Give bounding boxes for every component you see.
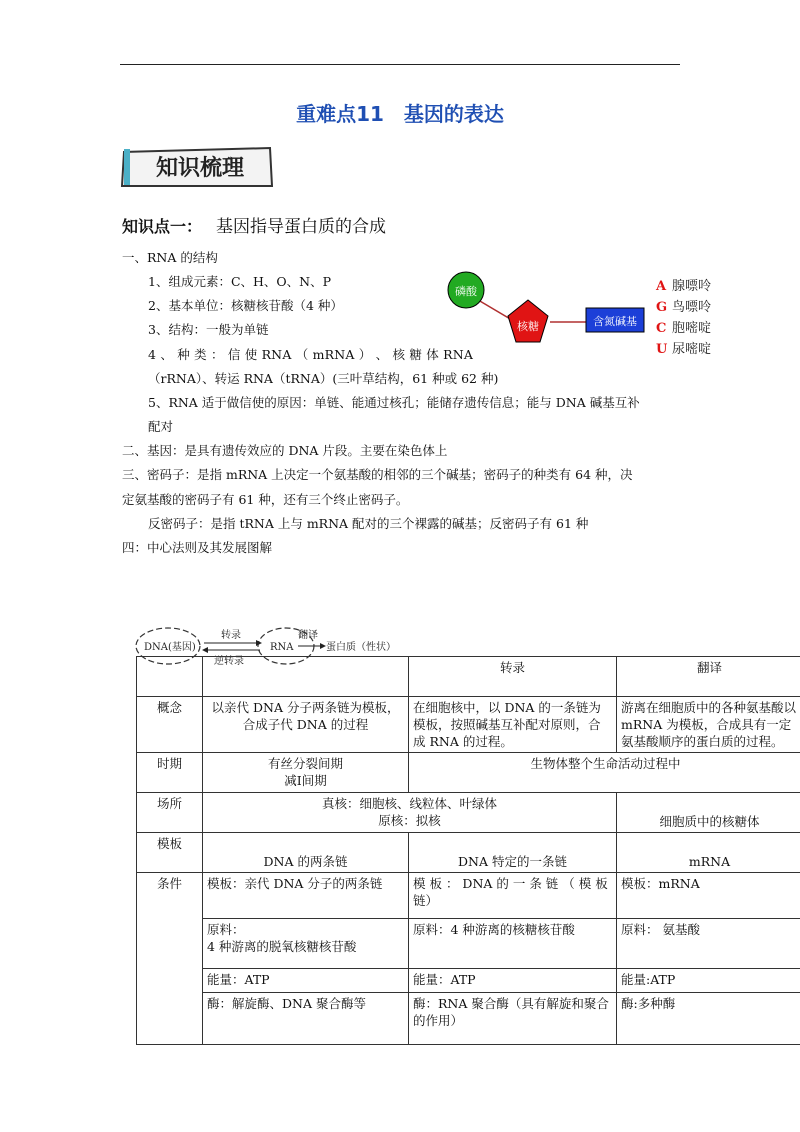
knowledge-badge [120, 146, 274, 188]
text-line: 配对 [148, 419, 174, 434]
table-cell: 原料： 4 种游离的脱氧核糖核苷酸 [203, 919, 409, 969]
section-heading [122, 212, 386, 237]
base-letter: C [656, 321, 667, 336]
base-letter: A [656, 279, 667, 294]
table-header: 转录 [409, 657, 617, 697]
table-cell: 游离在细胞质中的各种氨基酸以 mRNA 为模板，合成具有一定氨基酸顺序的蛋白质的过程。 [617, 697, 800, 753]
comparison-table [136, 656, 800, 1045]
table-cell: 模板：mRNA [617, 873, 800, 919]
text-line: 定氨基酸的密码子有 61 种，还有三个终止密码子。 [122, 492, 409, 507]
sugar-label: 核糖 [517, 320, 539, 333]
text-line: 二、基因：是具有遗传效应的 DNA 片段。主要在染色体上 [122, 443, 448, 458]
table-cell: 以亲代 DNA 分子两条链为模板，合成子代 DNA 的过程 [203, 697, 409, 753]
table-row [137, 993, 800, 1045]
table-row [137, 833, 800, 873]
base-letter: U [656, 342, 668, 357]
row-label: 概念 [137, 697, 203, 753]
reverse-transcription-label: 逆转录 [214, 656, 244, 667]
table-cell: 有丝分裂间期 减Ⅰ间期 [203, 753, 409, 793]
row-label: 时期 [137, 753, 203, 793]
place-prokaryote: 原核：拟核 [378, 813, 441, 828]
base-name: 胞嘧啶 [672, 321, 712, 336]
text-line: 5、RNA 适于做信使的原因：单链、能通过核孔；能储存遗传信息；能与 DNA 碱基互补 [148, 395, 640, 410]
page-title: 重难点11 基因的表达 [296, 102, 504, 126]
table-row [137, 919, 800, 969]
base-label: 含氮碱基 [593, 315, 637, 328]
badge-text: 知识梳理 [155, 156, 245, 181]
table-cell: 酶:多种酶 [617, 993, 800, 1045]
text-line: 4 、 种 类 ： 信 使 RNA （ mRNA ） 、 核 糖 体 RNA [148, 347, 474, 362]
table-cell [203, 793, 617, 833]
nucleotide-diagram [440, 270, 730, 360]
table-cell: 细胞质中的核糖体 [617, 793, 800, 833]
table-cell: 生物体整个生命活动过程中 [409, 753, 800, 793]
text-line: 一、RNA 的结构 [122, 250, 218, 265]
dna-label: DNA(基因) [144, 642, 196, 653]
base-name: 鸟嘌呤 [672, 300, 712, 315]
table-cell: 模 板 ： DNA 的 一 条 链 （ 模 板 链） [409, 873, 617, 919]
section-label: 知识点一： [122, 217, 203, 236]
translation-label: 翻译 [298, 630, 318, 641]
table-cell: 酶：解旋酶、DNA 聚合酶等 [203, 993, 409, 1045]
text-line: 2、基本单位：核糖核苷酸（4 种） [148, 298, 343, 313]
table-cell: 能量：ATP [203, 969, 409, 993]
table-header: 翻译 [617, 657, 800, 697]
protein-label: 蛋白质（性状） [326, 642, 396, 653]
table-cell: DNA 特定的一条链 [409, 833, 617, 873]
table-cell: 酶：RNA 聚合酶（具有解旋和聚合的作用） [409, 993, 617, 1045]
table-cell: DNA 的两条链 [203, 833, 409, 873]
table-row [137, 697, 800, 753]
text-line: 1、组成元素：C、H、O、N、P [148, 274, 332, 289]
text-line: 反密码子：是指 tRNA 上与 mRNA 配对的三个裸露的碱基；反密码子有 61 种 [148, 516, 589, 531]
top-rule [120, 64, 680, 65]
text-line: 3、结构：一般为单链 [148, 322, 269, 337]
text-line: （rRNA）、转运 RNA（tRNA）(三叶草结构，61 种或 62 种) [148, 371, 499, 386]
table-cell: 模板：亲代 DNA 分子的两条链 [203, 873, 409, 919]
table-cell: 原料：4 种游离的核糖核苷酸 [409, 919, 617, 969]
table-row [137, 753, 800, 793]
table-row [137, 793, 800, 833]
rna-label: RNA [270, 642, 294, 653]
table-cell: 能量:ATP [617, 969, 800, 993]
row-label: 模板 [137, 833, 203, 873]
table-row [137, 657, 800, 697]
table-cell: 在细胞核中，以 DNA 的一条链为模板，按照碱基互补配对原则，合成 RNA 的过程。 [409, 697, 617, 753]
text-line: 四：中心法则及其发展图解 [122, 540, 273, 555]
place-eukaryote: 真核：细胞核、线粒体、叶绿体 [321, 796, 497, 811]
table-row [137, 873, 800, 919]
text-line: 三、密码子：是指 mRNA 上决定一个氨基酸的相邻的三个碱基；密码子的种类有 64 种，决 [122, 467, 633, 482]
base-name: 腺嘌呤 [672, 279, 712, 294]
table-cell [137, 657, 203, 697]
table-cell: mRNA [617, 833, 800, 873]
section-name: 基因指导蛋白质的合成 [216, 217, 387, 237]
table-row [137, 969, 800, 993]
base-name: 尿嘧啶 [672, 342, 712, 357]
row-label: 场所 [137, 793, 203, 833]
table-cell [203, 657, 409, 697]
row-label: 条件 [137, 873, 203, 1045]
table-cell: 原料： 氨基酸 [617, 919, 800, 969]
table-cell: 能量：ATP [409, 969, 617, 993]
phosphate-label: 磷酸 [455, 285, 477, 298]
base-letter: G [656, 300, 668, 315]
transcription-label: 转录 [221, 630, 241, 641]
